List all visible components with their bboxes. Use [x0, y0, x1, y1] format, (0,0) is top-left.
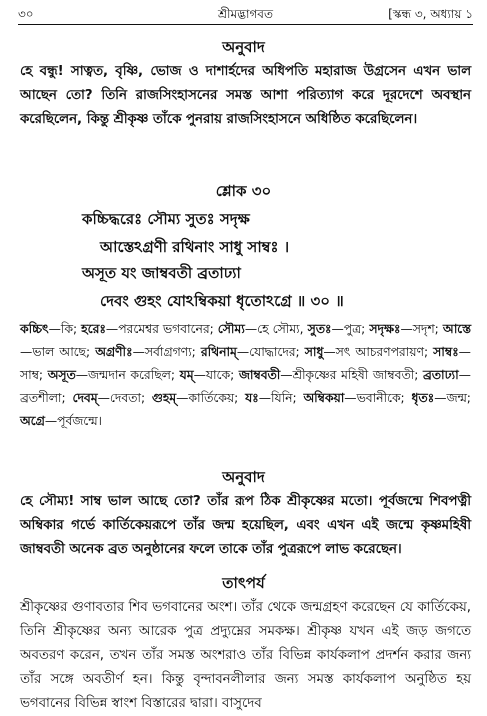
synonym-meaning: জন্মদান করেছিল;	[88, 368, 175, 382]
synonym-word: দেবম্	[72, 391, 98, 405]
synonym-meaning: কি;	[60, 322, 78, 336]
synonym-entry: হরেঃ—পরমেশ্বর ভগবানের;	[81, 322, 214, 336]
synonym-word: জাম্ববতী	[238, 368, 281, 382]
synonym-word: যঃ	[245, 391, 259, 405]
sloka-line: দেবং গুহং যোঽম্বিকয়া ধৃতোঽগ্রে ॥ ৩০ ॥	[100, 292, 344, 310]
synonym-meaning: শ্রীকৃষ্ণের মহিষী জাম্ববতী;	[292, 368, 419, 382]
synonym-word: হরেঃ	[81, 322, 106, 336]
synonym-entry: অগ্রণীঃ—সর্বাগ্রগণ্য;	[95, 345, 196, 359]
sloka-line: আস্তেঽগ্রণী রথিনাং সাধু সাম্বঃ ।	[100, 238, 290, 256]
synonym-meaning: পূর্বজন্মে।	[57, 414, 102, 428]
synonym-entry: সাম্বঃ—সাম্ব;	[20, 345, 471, 382]
synonym-entry: রথিনাম্—যোদ্ধাদের;	[200, 345, 300, 359]
synonym-meaning: যোদ্ধাদের;	[249, 345, 300, 359]
purport-text: শ্রীকৃষ্ণের গুণাবতার শিব ভগবানের অংশ। তাঁর থেকে জন্মগ্রহণ করেছেন যে কার্তিকেয়, তিনি শ্রীকৃষ্ণের অন্য আরেক পুত্র প্রদ্যুম্নের সমকক্ষ। শ্রীকৃষ্ণ যখন এই জড় জগতে অবতরণ করেন, তখন তাঁর সমস্ত অংশরাও তাঁর বিভিন্ন কার্যকলাপ প্রদর্শন করার জন্য তাঁর সঙ্গে অবতীর্ণ হন। কিন্তু বৃন্দাবনলীলার জন্য সমস্ত কার্যকলাপ অনুষ্ঠিত হয় ভগবানের বিভিন্ন স্বাংশ বিস্তারের দ্বারা। বাসুদেব	[20, 600, 471, 711]
running-header	[18, 6, 473, 26]
synonym-entry: জাম্ববতী—শ্রীকৃষ্ণের মহিষী জাম্ববতী;	[238, 368, 419, 382]
chapter-reference: [স্কন্ধ ৩, অধ্যায় ১	[388, 7, 473, 21]
translation-heading: অনুবাদ	[222, 468, 265, 486]
synonym-entry: গুহম্—কার্তিকেয়;	[151, 391, 239, 405]
synonym-entry: কচ্চিৎ—কি;	[20, 322, 78, 336]
synonym-word: সৌম্য	[217, 322, 245, 336]
synonym-entry: ব্রতাঢ্যা—ব্রতশীলা;	[20, 368, 471, 405]
synonym-word: আস্তে	[442, 322, 471, 336]
word-for-word-synonyms	[20, 318, 471, 433]
synonym-entry: অগ্রে—পূর্বজন্মে।	[20, 414, 102, 428]
synonym-word: অসূত	[47, 368, 76, 382]
synonym-meaning: পরমেশ্বর ভগবানের;	[118, 322, 214, 336]
synonym-meaning: সদৃশ;	[412, 322, 439, 336]
synonym-entry: আস্তে—ভাল আছে;	[20, 322, 471, 359]
synonym-word: সদৃক্ষঃ	[369, 322, 401, 336]
synonym-word: সুতঃ	[307, 322, 332, 336]
synonym-meaning: ভাল আছে;	[32, 345, 91, 359]
synonym-word: ধৃতঃ	[411, 391, 435, 405]
sloka-line: কচ্চিদ্ধরেঃ সৌম্য সুতঃ সদৃক্ষ	[82, 210, 250, 228]
synonym-meaning: ভবানীকে;	[356, 391, 405, 405]
synonym-word: যম্	[179, 368, 194, 382]
synonym-entry: সাধু—সৎ আচরণপরায়ণ;	[304, 345, 429, 359]
purport-heading: তাৎপর্য	[222, 574, 265, 592]
synonym-meaning: যাকে;	[205, 368, 235, 382]
synonym-meaning: সৎ আচরণপরায়ণ;	[335, 345, 429, 359]
translation-heading: অনুবাদ	[222, 38, 265, 56]
translation-text: হে বন্ধু! সাত্বত, বৃষ্ণি, ভোজ ও দাশার্হদের অধিপতি মহারাজ উগ্রসেন এখন ভাল আছেন তো? তিনি রাজসিংহাসনের সমস্ত আশা পরিত্যাগ করে দূরদেশে অবস্থান করেছিলেন, কিন্তু শ্রীকৃষ্ণ তাঁকে পুনরায় রাজসিংহাসনে অধিষ্ঠিত করেছিলেন।	[20, 64, 471, 127]
synonym-meaning: হে সৌম্য,	[257, 322, 304, 336]
page-number: ৩০	[18, 7, 34, 21]
synonym-meaning: সর্বাগ্রগণ্য;	[144, 345, 196, 359]
synonym-meaning: পুত্র;	[343, 322, 366, 336]
synonym-entry: যঃ—যিনি;	[245, 391, 297, 405]
synonym-word: অগ্রে	[20, 414, 45, 428]
synonym-word: কচ্চিৎ	[20, 322, 49, 336]
synonym-entry: সুতঃ—পুত্র;	[307, 322, 366, 336]
synonym-entry: অসূত—জন্মদান করেছিল;	[47, 368, 175, 382]
book-title: শ্রীমদ্ভাগবত	[217, 7, 273, 21]
synonym-meaning: দেবতা;	[109, 391, 146, 405]
synonym-entry: যম্—যাকে;	[179, 368, 235, 382]
synonym-word: অগ্রণীঃ	[95, 345, 133, 359]
header-rule	[18, 24, 473, 25]
synonym-meaning: সাম্ব;	[20, 368, 44, 382]
synonym-word: সাধু	[304, 345, 324, 359]
synonym-meaning: জন্ম;	[446, 391, 471, 405]
synonym-word: সাম্বঃ	[433, 345, 459, 359]
translation-text: হে সৌম্য! সাম্ব ভাল আছে তো? তাঁর রূপ ঠিক শ্রীকৃষ্ণের মতো। পূর্বজন্মে শিবপত্নী অম্বিকার গর্ভে কার্তিকেয়রূপে তাঁর জন্ম হয়েছিল, এবং এখন এই জন্মে কৃষ্ণমহিষী জাম্ববতী অনেক ব্রত অনুষ্ঠানের ফলে তাকে তাঁর পুত্ররূপে লাভ করেছেন।	[20, 494, 471, 557]
synonym-entry: অম্বিকয়া—ভবানীকে;	[303, 391, 405, 405]
synonym-entry: সৌম্য—হে সৌম্য,	[217, 322, 304, 336]
synonym-word: অম্বিকয়া	[303, 391, 345, 405]
synonym-word: রথিনাম্	[200, 345, 237, 359]
synonym-meaning: ব্রতশীলা;	[20, 391, 66, 405]
synonym-entry: ধৃতঃ—জন্ম;	[411, 391, 471, 405]
synonym-word: গুহম্	[151, 391, 177, 405]
synonym-meaning: যিনি;	[271, 391, 297, 405]
synonym-meaning: কার্তিকেয়;	[188, 391, 239, 405]
synonym-entry: দেবম্—দেবতা;	[72, 391, 146, 405]
synonym-word: ব্রতাঢ্যা	[423, 368, 459, 382]
synonym-entry: সদৃক্ষঃ—সদৃশ;	[369, 322, 439, 336]
sloka-heading: শ্লোক ৩০	[215, 182, 272, 200]
sloka-line: অসূত যং জাম্ববতী ব্রতাঢ্যা	[82, 264, 241, 282]
